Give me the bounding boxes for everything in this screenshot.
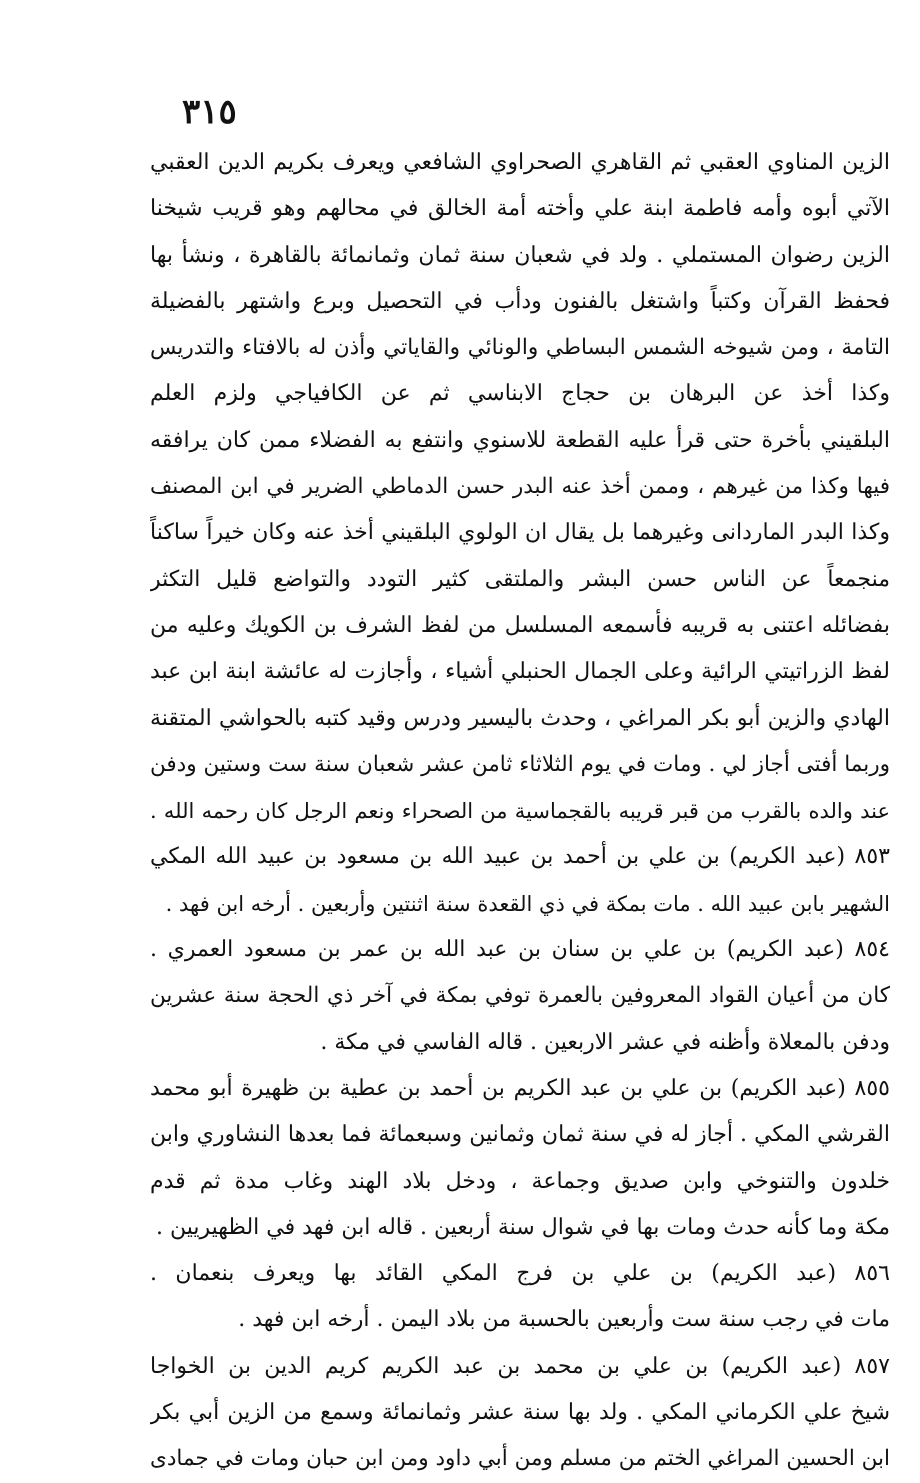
text-line: البلقيني بأخرة حتى قرأ عليه القطعة للاسنوي وانتفع به الفضلاء ممن كان يرافقه [150,427,890,453]
text-line: الشهير بابن عبيد الله . مات بمكة في ذي القعدة سنة اثنتين وأربعين . أرخه ابن فهد . [165,891,890,916]
text-line: عند والده بالقرب من قبر قريبه بالقجماسية من الصحراء ونعم الرجل كان رحمه الله . [150,799,890,824]
text-line: ودفن بالمعلاة وأظنه في عشر الاربعين . قاله الفاسي في مكة . [320,1029,890,1055]
text-line: مات في رجب سنة ست وأربعين بالحسبة من بلاد اليمن . أرخه ابن فهد . [238,1307,890,1333]
text-body [150,140,890,1483]
text-line: خلدون والتنوخي وابن صديق وجماعة ، ودخل بلاد الهند وغاب مدة ثم قدم [150,1168,890,1194]
text-line: مكة وما كأنه حدث ومات بها في شوال سنة أربعين . قاله ابن فهد في الظهيريين . [156,1214,890,1240]
text-line: الزين المناوي العقبي ثم القاهري الصحراوي الشافعي ويعرف بكريم الدين العقبي [150,150,890,175]
text-line: ابن الحسين المراغي الختم من مسلم ومن أبي داود ومن ابن حبان ومات في جمادى [150,1446,890,1472]
text-line: التامة ، ومن شيوخه الشمس البساطي والونائي والقاياتي وأذن له بالافتاء والتدريس [150,335,890,361]
entry-heading-854: ٨٥٤ (عبد الكريم) بن علي بن سنان بن عبد الله بن عمر بن مسعود العمري . [150,937,890,963]
text-line: الهادي والزين أبو بكر المراغي ، وحدث باليسير ودرس وقيد كتبه بالحواشي المتقنة [150,705,890,731]
text-line: فحفظ القرآن وكتباً واشتغل بالفنون ودأب في التحصيل وبرع واشتهر بالفضيلة [150,288,890,314]
text-line: القرشي المكي . أجاز له في سنة ثمان وثمانين وسبعمائة فما بعدها النشاوري وابن [150,1122,890,1148]
text-line: الزين رضوان المستملي . ولد في شعبان سنة ثمان وثمانمائة بالقاهرة ، ونشأ بها [150,242,890,268]
text-line: لفظ الزراتيتي الرائية وعلى الجمال الحنبلي أشياء ، وأجازت له عائشة ابنة ابن عبد [150,659,890,685]
text-line: وربما أفتى أجاز لي . ومات في يوم الثلاثاء ثامن عشر شعبان سنة ست وستين ودفن [150,751,890,777]
page-number: ٣١٥ [182,92,237,132]
text-line: وكذا أخذ عن البرهان بن حجاج الابناسي ثم عن الكافياجي ولزم العلم [150,381,890,407]
text-line: منجمعاً عن الناس حسن البشر والملتقى كثير التودد والتواضع قليل التكثر [150,566,890,592]
text-line: فيها وكذا من غيرهم ، وممن أخذ عنه البدر حسن الدماطي الضرير في ابن المصنف [150,474,890,500]
text-line: كان من أعيان القواد المعروفين بالعمرة توفي بمكة في آخر ذي الحجة سنة عشرين [150,983,890,1009]
entry-heading-853: ٨٥٣ (عبد الكريم) بن علي بن أحمد بن عبيد الله بن مسعود بن عبيد الله المكي [150,844,890,870]
text-line: شيخ علي الكرماني المكي . ولد بها سنة عشر وثمانمائة وسمع من الزين أبي بكر [150,1400,890,1426]
text-line: الآتي أبوه وأمه فاطمة ابنة علي وأخته أمة الخالق في محالهم وهو قريب شيخنا [150,196,890,222]
text-line: بفضائله اعتنى به قريبه فأسمعه المسلسل من لفظ الشرف بن الكويك وعليه من [150,612,890,638]
text-line: وكذا البدر الماردانى وغيرهما بل يقال ان الولوي البلقيني أخذ عنه وكان خيراً ساكناً [150,520,890,546]
entry-heading-856: ٨٥٦ (عبد الكريم) بن علي بن فرج المكي القائد بها ويعرف بنعمان . [150,1261,890,1287]
entry-heading-855: ٨٥٥ (عبد الكريم) بن علي بن عبد الكريم بن أحمد بن عطية بن ظهيرة أبو محمد [150,1075,890,1101]
entry-heading-857: ٨٥٧ (عبد الكريم) بن علي بن محمد بن عبد الكريم كريم الدين بن الخواجا [150,1353,890,1379]
